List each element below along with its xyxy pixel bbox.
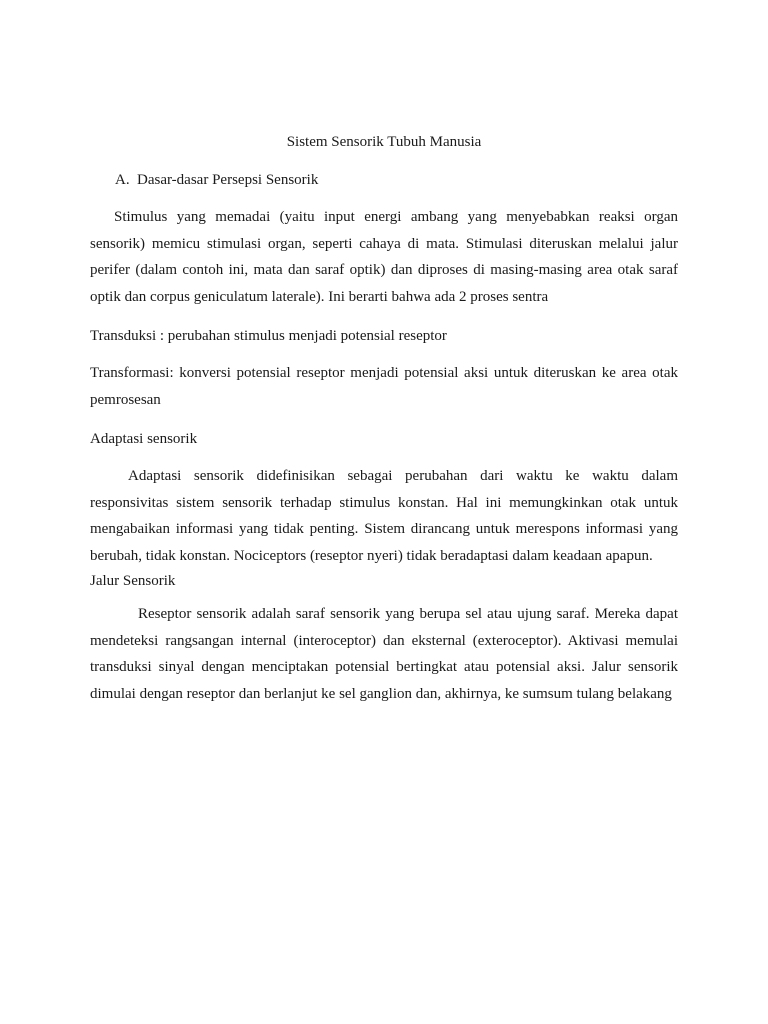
paragraph-jalur-sensorik: Reseptor sensorik adalah saraf sensorik yang berupa sel atau ujung saraf. Mereka dapat mendeteksi rangsangan internal (interoceptor) dan eksternal (exteroceptor). Aktivasi memulai transduksi sinyal dengan menciptakan potensial bertingkat atau potensial aksi. Jalur sensorik dimulai dengan reseptor dan berlanjut ke sel ganglion dan, akhirnya, ke sumsum tulang belakang	[90, 606, 678, 702]
document-content	[90, 128, 678, 719]
document-title: Sistem Sensorik Tubuh Manusia	[286, 134, 482, 150]
heading-jalur-sensorik: Jalur Sensorik	[90, 573, 176, 589]
section-a-marker: A.	[115, 172, 130, 188]
section-a-heading	[90, 166, 678, 194]
heading-adaptasi-sensorik: Adaptasi sensorik	[90, 431, 198, 447]
section-a-heading-text: Dasar-dasar Persepsi Sensorik	[137, 172, 319, 188]
paragraph-stimulus: Stimulus yang memadai (yaitu input energi ambang yang menyebabkan reaksi organ sensorik) memicu stimulasi organ, seperti cahaya di mata. Stimulasi diteruskan melalui jalur perifer (dalam contoh ini, mata dan saraf optik) dan diproses di masing-masing area otak saraf optik dan corpus geniculatum laterale). Ini berarti bahwa ada 2 proses sentra	[90, 209, 678, 305]
paragraph-adaptasi-sensorik: Adaptasi sensorik didefinisikan sebagai perubahan dari waktu ke waktu dalam responsivitas sistem sensorik terhadap stimulus konstan. Hal ini memungkinkan otak untuk mengabaikan informasi yang tidak penting. Sistem dirancang untuk merespons informasi yang berubah, tidak konstan. Nociceptors (reseptor nyeri) tidak beradaptasi dalam keadaan apapun.	[90, 468, 678, 564]
paragraph-transformasi: Transformasi: konversi potensial reseptor menjadi potensial aksi untuk diteruskan ke area otak pemrosesan	[90, 365, 678, 408]
paragraph-transduksi: Transduksi : perubahan stimulus menjadi potensial reseptor	[90, 328, 447, 344]
